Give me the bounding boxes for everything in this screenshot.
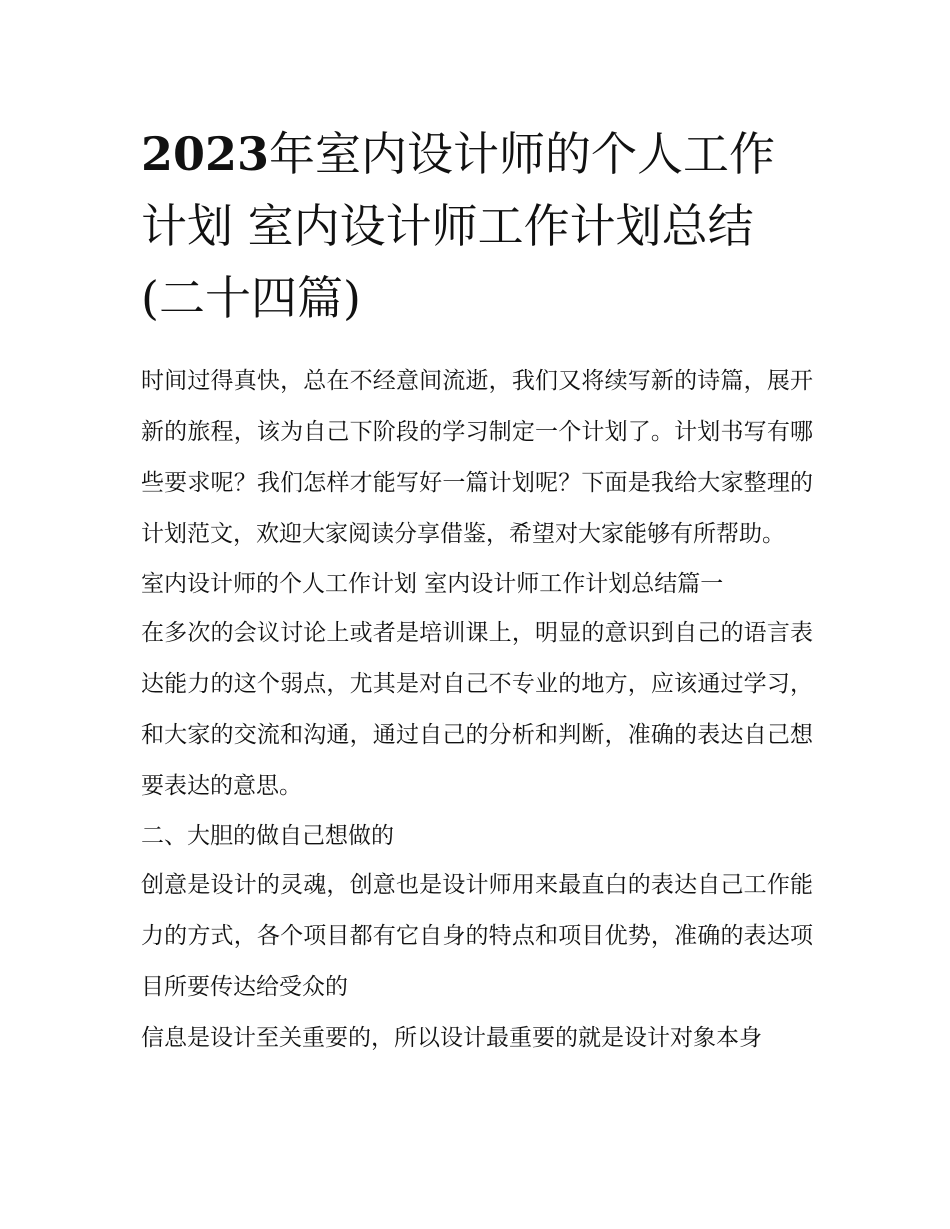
document-page <box>141 118 813 1064</box>
body-paragraph: 信息是设计至关重要的，所以设计最重要的就是设计对象本身 <box>141 1025 762 1051</box>
section-heading: 室内设计师的个人工作计划 室内设计师工作计划总结篇一 <box>141 571 724 597</box>
title-year: 2023 <box>141 127 270 181</box>
title-text: 年室内设计师的个人工作计划 室内设计师工作计划总结(二十四篇) <box>141 127 776 325</box>
subsection-heading: 二、大胆的做自己想做的 <box>141 823 394 849</box>
body-paragraph: 在多次的会议讨论上或者是培训课上，明显的意识到自己的语言表达能力的这个弱点，尤其是对自己不专业的地方，应该通过学习，和大家的交流和沟通，通过自己的分析和判断，准确的表达自己想要表达的意思。 <box>141 620 813 799</box>
document-body <box>141 356 813 1064</box>
intro-paragraph: 时间过得真快，总在不经意间流逝，我们又将续写新的诗篇，展开新的旅程，该为自己下阶段的学习制定一个计划了。计划书写有哪些要求呢？我们怎样才能写好一篇计划呢？下面是我给大家整理的计划范文，欢迎大家阅读分享借鉴，希望对大家能够有所帮助。 <box>141 368 813 547</box>
document-title <box>141 118 813 334</box>
body-paragraph: 创意是设计的灵魂，创意也是设计师用来最直白的表达自己工作能力的方式，各个项目都有它自身的特点和项目优势，准确的表达项目所要传达给受众的 <box>141 872 813 1000</box>
